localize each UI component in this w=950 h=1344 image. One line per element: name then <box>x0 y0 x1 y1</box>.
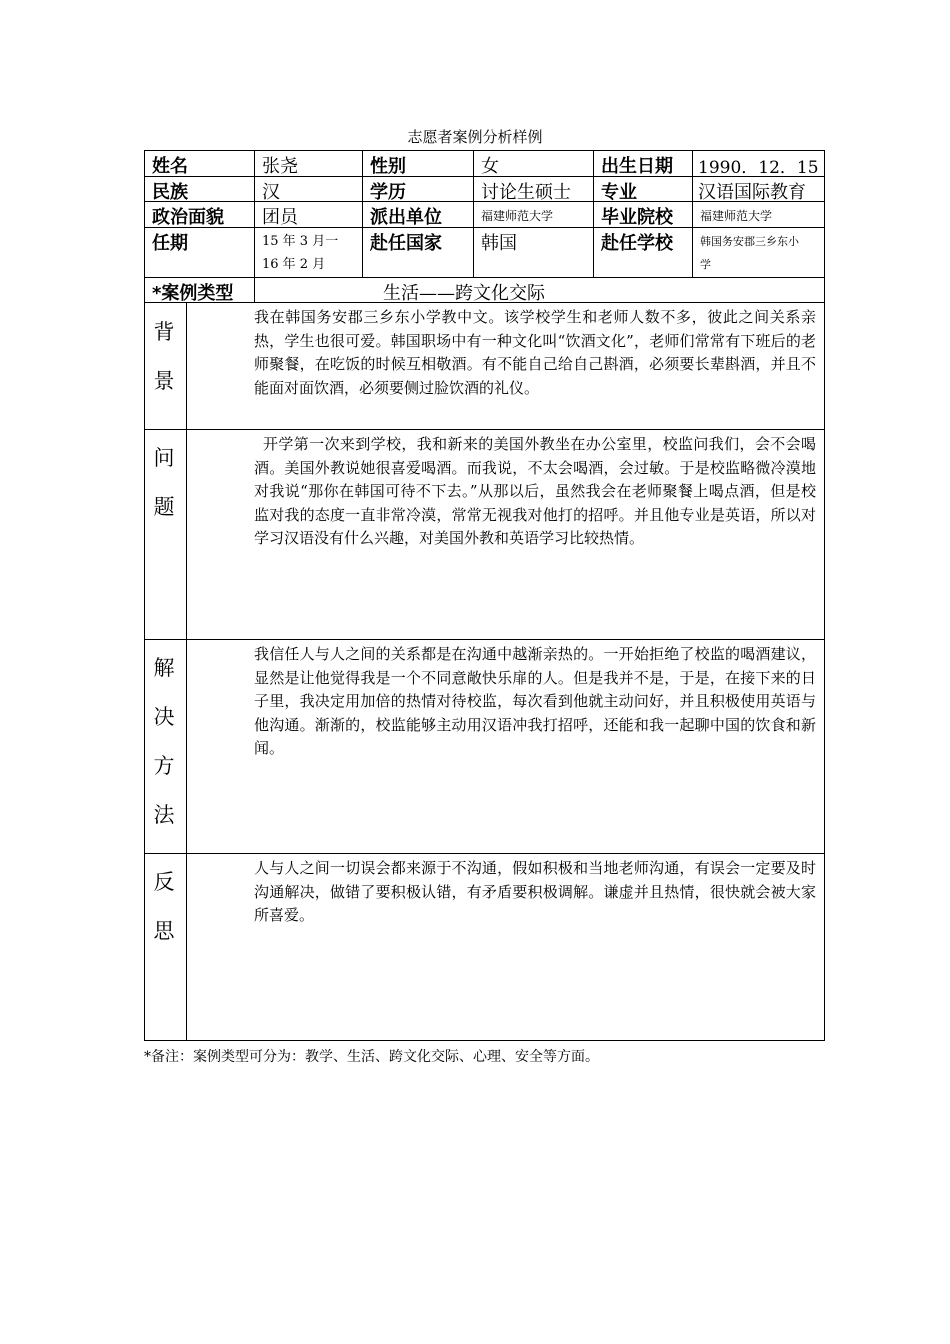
reflection-label: 反 思 <box>153 870 175 943</box>
host-country-label: 赴任国家 <box>370 233 442 254</box>
name-label: 姓名 <box>152 156 188 177</box>
education-label: 学历 <box>370 182 406 203</box>
dispatch-unit-label: 派出单位 <box>370 207 442 228</box>
host-school-label: 赴任学校 <box>601 233 673 254</box>
problem-text: 开学第一次来到学校，我和新来的美国外教坐在办公室里，校监问我们，会不会喝酒。美国外教说她很喜爱喝酒。而我说，不太会喝酒，会过敏。于是校监略微冷漠地对我说“那你在韩国可待不下去。”从那以后，虽然我会在老师聚餐上喝点酒，但是校监对我的态度一直非常冷漠，常常无视我对他打的招呼。并且他专业是英语，所以对学习汉语没有什么兴趣，对美国外教和英语学习比较热情。 <box>254 435 816 547</box>
reflection-text: 人与人之间一切误会都来源于不沟通，假如积极和当地老师沟通，有误会一定要及时沟通解决，做错了要积极认错，有矛盾要积极调解。谦虚并且热情，很快就会被大家所喜爱。 <box>254 859 816 924</box>
term-value: 15 年 3 月一 16 年 2 月 <box>262 234 339 272</box>
ethnic-value: 汉 <box>262 182 280 203</box>
case-type-value: 生活——跨文化交际 <box>383 283 545 304</box>
major-value: 汉语国际教育 <box>698 182 806 203</box>
problem-label: 问 题 <box>153 446 175 519</box>
birth-label: 出生日期 <box>601 156 673 177</box>
graduate-school-value: 福建师范大学 <box>700 209 773 223</box>
solution-label: 解 决 方 法 <box>153 656 175 827</box>
dispatch-unit-value: 福建师范大学 <box>481 209 554 223</box>
education-value: 讨论生硕士 <box>481 182 571 203</box>
political-label: 政治面貌 <box>152 207 224 228</box>
case-type-label: *案例类型 <box>152 283 234 304</box>
solution-text: 我信任人与人之间的关系都是在沟通中越渐亲热的。一开始拒绝了校监的喝酒建议，显然是让他觉得我是一个不同意敞快乐扉的人。但是我并不是，于是，在接下来的日子里，我决定用加倍的热情对待校监，每次看到他就主动问好，并且积极使用英语与他沟通。渐渐的，校监能够主动用汉语冲我打招呼，还能和我一起聊中国的饮食和新闻。 <box>254 645 816 757</box>
term-label: 任期 <box>152 233 188 254</box>
background-label: 背 景 <box>153 320 175 393</box>
footnote: *备注：案例类型可分为：教学、生活、跨文化交际、心理、安全等方面。 <box>144 1049 599 1065</box>
document-title: 志愿者案例分析样例 <box>407 128 543 146</box>
major-label: 专业 <box>601 182 637 203</box>
host-country-value: 韩国 <box>481 233 517 254</box>
political-value: 团员 <box>262 207 298 228</box>
ethnic-label: 民族 <box>152 182 188 203</box>
gender-label: 性别 <box>370 156 406 177</box>
host-school-value: 韩国务安郡三乡东小 学 <box>700 235 799 271</box>
birth-value: 1990．12．15 <box>698 158 819 178</box>
background-text: 我在韩国务安郡三乡东小学教中文。该学校学生和老师人数不多，彼此之间关系亲热，学生也很可爱。韩国职场中有一种文化叫“饮酒文化”，老师们常常有下班后的老师聚餐，在吃饭的时候互相敬酒。有不能自己给自己斟酒，必须要长辈斟酒，并且不能面对面饮酒，必须要侧过脸饮酒的礼仪。 <box>254 308 816 397</box>
name-value: 张尧 <box>262 156 298 177</box>
graduate-school-label: 毕业院校 <box>601 207 673 228</box>
gender-value: 女 <box>481 156 499 177</box>
